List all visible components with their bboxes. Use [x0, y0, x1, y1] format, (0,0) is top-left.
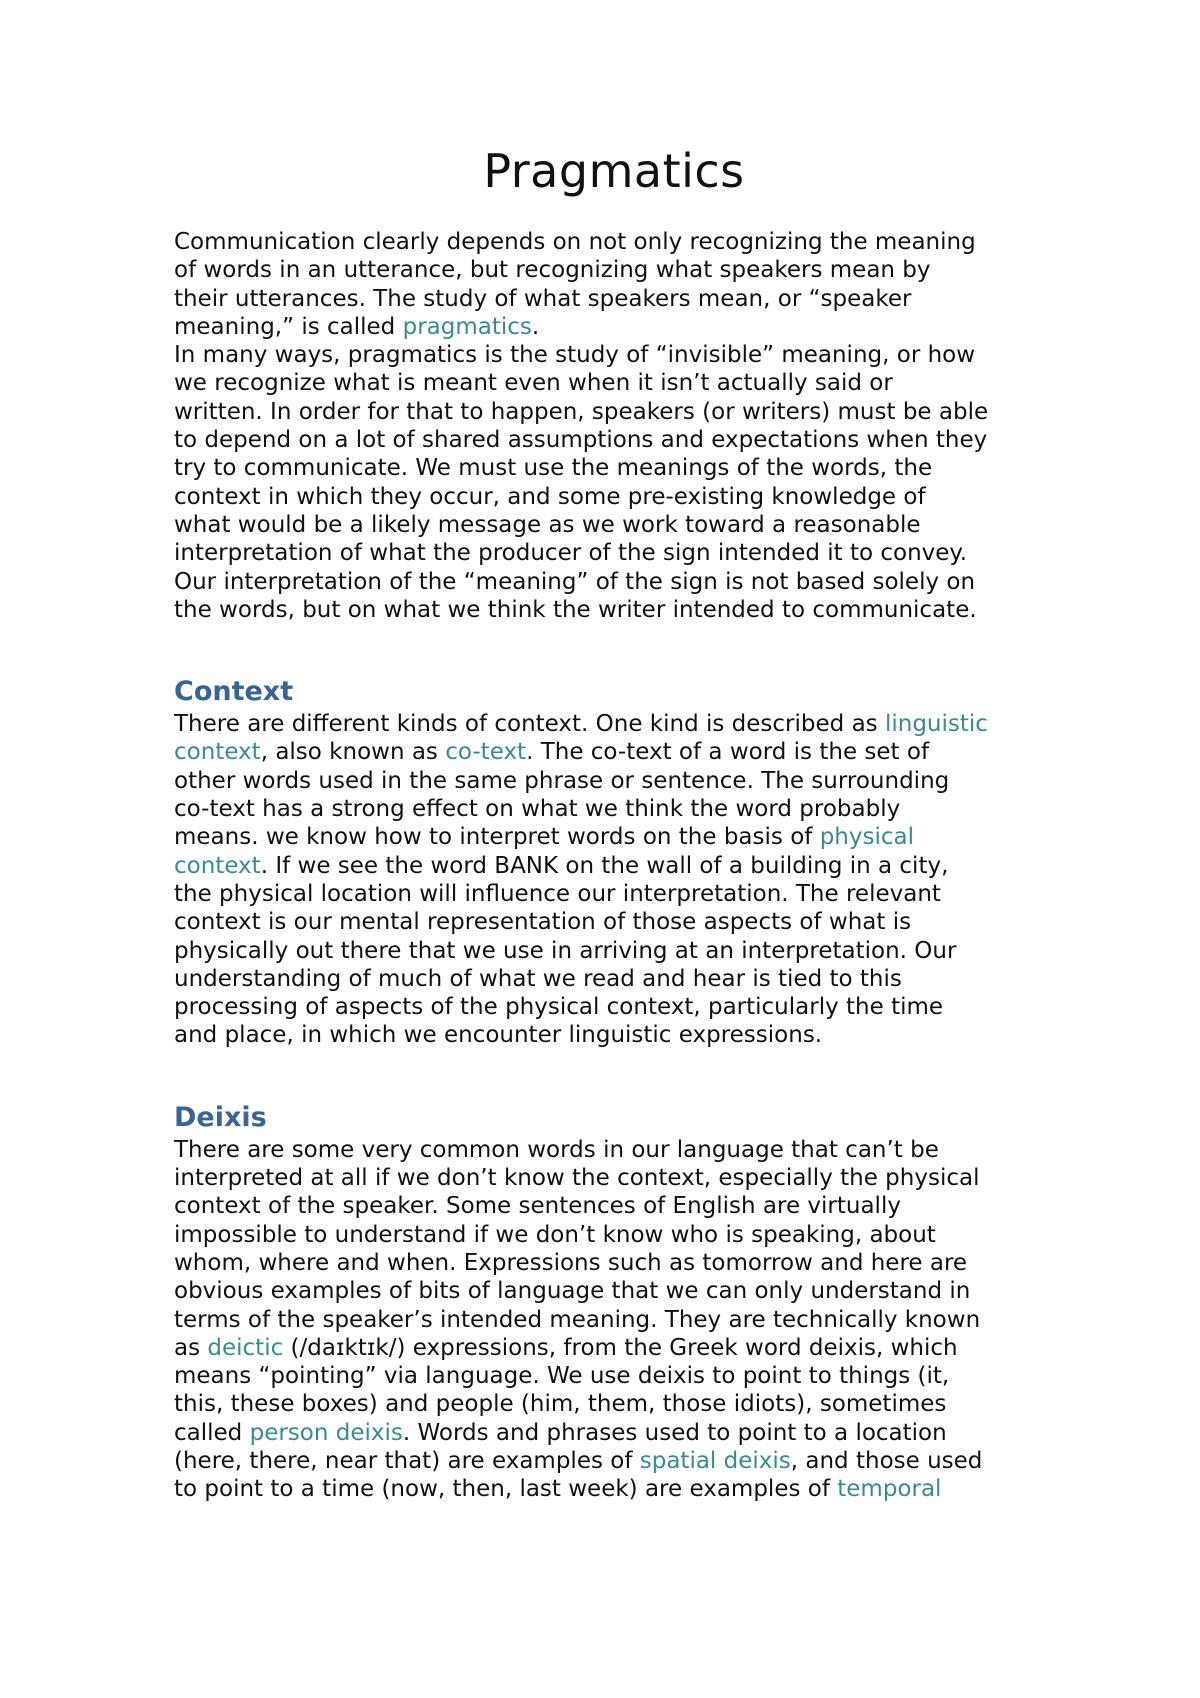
text-line — [174, 313, 1054, 341]
glossary-term: co-text — [445, 739, 527, 766]
text-run: , also known as — [260, 739, 446, 766]
text-line — [174, 1334, 1054, 1362]
text-run: context in which they occur, and some pre-existing knowledge of — [174, 483, 926, 510]
text-line — [174, 767, 1054, 795]
text-run: physically out there that we use in arriving at an interpretation. Our — [174, 937, 957, 964]
glossary-term: context — [174, 852, 261, 879]
document-page — [174, 140, 1054, 1504]
text-run: . The co-text of a word is the set of — [526, 739, 930, 766]
text-run: their utterances. The study of what speakers mean, or “speaker — [174, 285, 912, 312]
text-run: , and those used — [790, 1447, 983, 1474]
text-run: try to communicate. We must use the meanings of the words, the — [174, 455, 933, 482]
text-line — [174, 369, 1054, 397]
text-run: called — [174, 1419, 250, 1446]
text-run: context of the speaker. Some sentences of English are virtually — [174, 1193, 901, 1220]
section-heading-deixis: Deixis — [174, 1101, 267, 1133]
text-run: what would be a likely message as we work toward a reasonable — [174, 511, 921, 538]
text-line — [174, 483, 1054, 511]
text-line — [174, 341, 1054, 369]
context-paragraph — [174, 710, 1054, 1050]
text-line — [174, 880, 1054, 908]
text-run: meaning,” is called — [174, 313, 403, 340]
text-run: the physical location will influence our interpretation. The relevant — [174, 880, 941, 907]
text-line — [174, 1221, 1054, 1249]
text-line — [174, 596, 1054, 624]
text-run: There are some very common words in our language that can’t be — [174, 1136, 939, 1163]
text-line — [174, 426, 1054, 454]
text-line — [174, 795, 1054, 823]
text-line — [174, 1249, 1054, 1277]
spacer — [174, 624, 1054, 674]
glossary-term: spatial deixis — [639, 1447, 791, 1474]
text-line — [174, 1419, 1054, 1447]
text-line — [174, 256, 1054, 284]
text-run: means “pointing” via language. We use deixis to point to things (it, — [174, 1363, 950, 1390]
text-run: whom, where and when. Expressions such as tomorrow and here are — [174, 1249, 968, 1276]
spacer — [174, 1050, 1054, 1100]
text-run: . Words and phrases used to point to a location — [402, 1419, 947, 1446]
section-heading-context: Context — [174, 676, 294, 708]
text-run: terms of the speaker’s intended meaning. They are technically known — [174, 1306, 981, 1333]
text-line — [174, 1192, 1054, 1220]
text-run: interpreted at all if we don’t know the context, especially the physical — [174, 1165, 980, 1192]
text-run: . — [531, 313, 540, 340]
text-line — [174, 1306, 1054, 1334]
text-line — [174, 228, 1054, 256]
text-line — [174, 1447, 1054, 1475]
text-run: means. we know how to interpret words on the basis of — [174, 824, 820, 851]
text-run: impossible to understand if we don’t know who is speaking, about — [174, 1221, 936, 1248]
text-line — [174, 1475, 1054, 1503]
glossary-term: person deixis — [249, 1419, 403, 1446]
text-line — [174, 823, 1054, 851]
text-line — [174, 398, 1054, 426]
text-line — [174, 1021, 1054, 1049]
text-run: context is our mental representation of those aspects of what is — [174, 909, 912, 936]
text-run: this, these boxes) and people (him, them, those idiots), sometimes — [174, 1391, 947, 1418]
text-run: the words, but on what we think the writer intended to communicate. — [174, 596, 977, 623]
text-line — [174, 1164, 1054, 1192]
text-run: processing of aspects of the physical context, particularly the time — [174, 994, 944, 1021]
glossary-term: pragmatics — [402, 313, 532, 340]
text-run: (/daɪktɪk/) expressions, from the Greek word deixis, which — [283, 1334, 958, 1361]
glossary-term: physical — [819, 824, 914, 851]
text-line — [174, 993, 1054, 1021]
text-line — [174, 937, 1054, 965]
text-run: as — [174, 1334, 208, 1361]
text-run: (here, there, near that) are examples of — [174, 1447, 640, 1474]
text-line — [174, 965, 1054, 993]
intro-paragraph-2 — [174, 341, 1054, 624]
text-run: Communication clearly depends on not only recognizing the meaning — [174, 229, 976, 255]
text-run: In many ways, pragmatics is the study of “invisible” meaning, or how — [174, 342, 976, 369]
text-line — [174, 710, 1054, 738]
text-run: interpretation of what the producer of the sign intended it to convey. — [174, 540, 968, 567]
text-run: and place, in which we encounter linguistic expressions. — [174, 1022, 823, 1049]
text-line — [174, 1136, 1054, 1164]
deixis-paragraph — [174, 1136, 1054, 1504]
text-run: written. In order for that to happen, speakers (or writers) must be able — [174, 398, 989, 425]
text-line — [174, 1362, 1054, 1390]
text-run: . If we see the word BANK on the wall of a building in a city, — [260, 852, 949, 879]
glossary-term: deictic — [207, 1334, 284, 1361]
text-run: co-text has a strong effect on what we think the word probably — [174, 796, 901, 823]
text-run: Our interpretation of the “meaning” of the sign is not based solely on — [174, 568, 976, 595]
text-line — [174, 568, 1054, 596]
glossary-term: context — [174, 739, 261, 766]
text-line — [174, 1277, 1054, 1305]
text-line — [174, 908, 1054, 936]
text-run: to point to a time (now, then, last week) are examples of — [174, 1476, 838, 1503]
text-line — [174, 852, 1054, 880]
glossary-term: linguistic — [884, 711, 988, 738]
text-line — [174, 738, 1054, 766]
text-line — [174, 1390, 1054, 1418]
text-run: to depend on a lot of shared assumptions and expectations when they — [174, 427, 988, 454]
text-run: other words used in the same phrase or sentence. The surrounding — [174, 767, 950, 794]
text-run: of words in an utterance, but recognizing what speakers mean by — [174, 257, 931, 284]
text-line — [174, 454, 1054, 482]
glossary-term: temporal — [837, 1476, 942, 1503]
text-line — [174, 511, 1054, 539]
text-run: we recognize what is meant even when it isn’t actually said or — [174, 370, 893, 397]
document-title: Pragmatics — [483, 144, 745, 198]
text-run: obvious examples of bits of language that we can only understand in — [174, 1278, 971, 1305]
text-line — [174, 539, 1054, 567]
text-line — [174, 285, 1054, 313]
intro-paragraph-1 — [174, 228, 1054, 341]
text-run: There are different kinds of context. One kind is described as — [174, 711, 885, 738]
text-run: understanding of much of what we read and hear is tied to this — [174, 965, 902, 992]
